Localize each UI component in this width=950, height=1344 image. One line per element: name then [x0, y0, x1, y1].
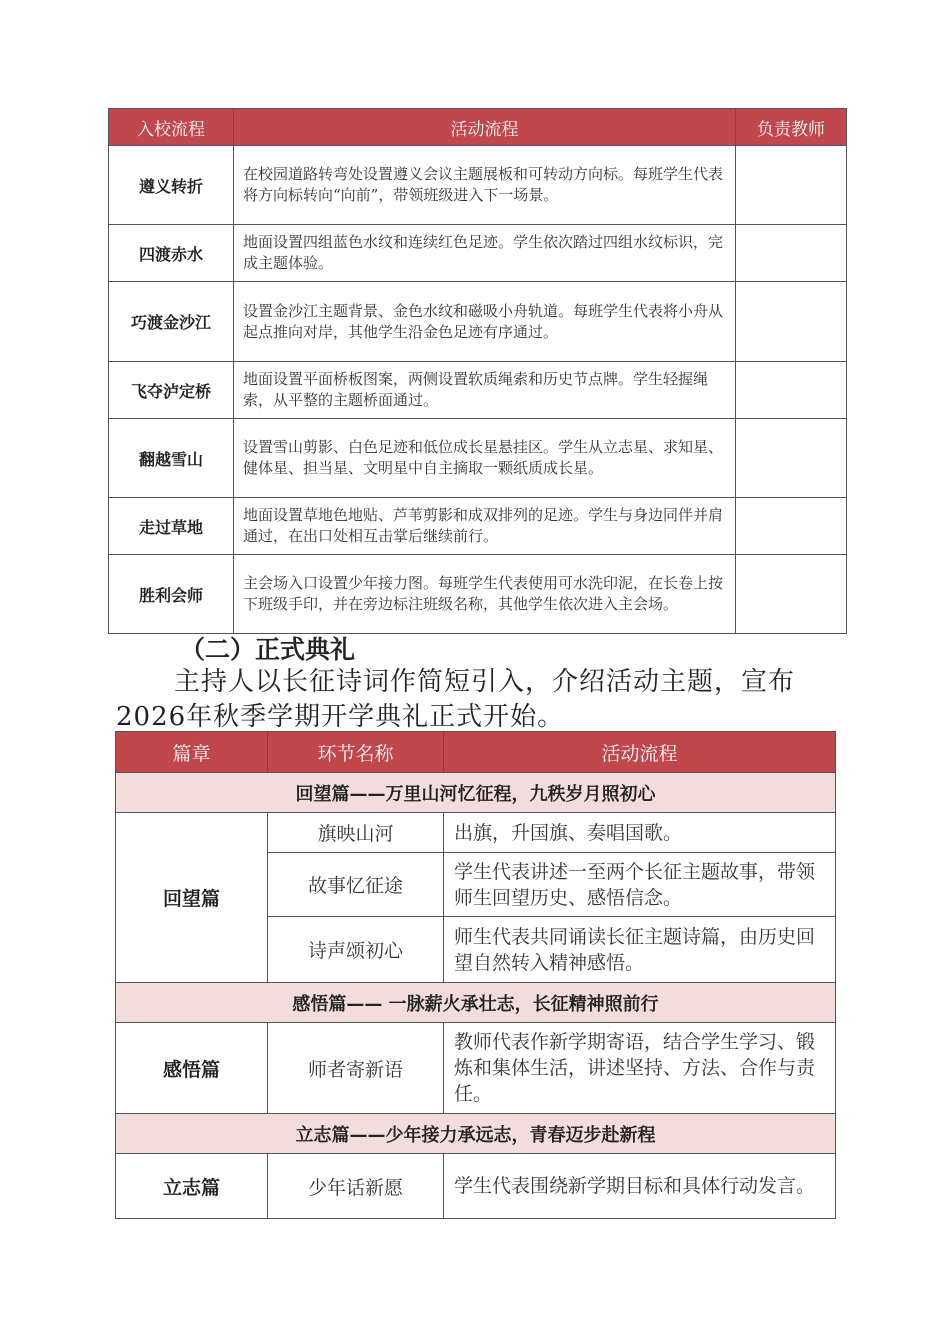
table-row [109, 419, 847, 498]
chapter-cell: 感悟篇 [116, 1023, 268, 1114]
row-desc: 设置金沙江主题背景、金色水纹和磁吸小舟轨道。每班学生代表将小舟从起点推向对岸，其他学生沿金色足迹有序通过。 [234, 282, 736, 362]
intro-paragraph: 主持人以长征诗词作简短引入，介绍活动主题，宣布2026年秋季学期开学典礼正式开始。 [116, 667, 796, 732]
section-title-row [116, 1114, 836, 1154]
section-heading: （二）正式典礼 [180, 635, 356, 664]
section-title-row [116, 773, 836, 813]
row-desc: 地面设置平面桥板图案，两侧设置软质绳索和历史节点牌。学生轻握绳索，从平整的主题桥面通过。 [234, 362, 736, 419]
table-row [116, 813, 836, 853]
section-title-row [116, 983, 836, 1023]
step-name: 旗映山河 [268, 813, 444, 853]
header-entry-process: 入校流程 [109, 109, 234, 146]
row-name: 巧渡金沙江 [109, 282, 234, 362]
row-name: 胜利会师 [109, 555, 234, 634]
row-teacher [736, 282, 847, 362]
row-name: 翻越雪山 [109, 419, 234, 498]
table-row [109, 555, 847, 634]
table-row [109, 362, 847, 419]
section-title: 回望篇——万里山河忆征程，九秩岁月照初心 [116, 773, 836, 813]
chapter-cell: 回望篇 [116, 813, 268, 983]
row-name: 走过草地 [109, 498, 234, 555]
header-activity-process: 活动流程 [234, 109, 736, 146]
table-row [109, 146, 847, 225]
step-desc: 教师代表作新学期寄语，结合学生学习、锻炼和集体生活，讲述坚持、方法、合作与责任。 [444, 1023, 836, 1114]
header-step-name: 环节名称 [268, 732, 444, 773]
row-teacher [736, 419, 847, 498]
row-name: 四渡赤水 [109, 225, 234, 282]
header-responsible-teacher: 负责教师 [736, 109, 847, 146]
table-row [109, 282, 847, 362]
chapter-cell: 立志篇 [116, 1154, 268, 1219]
row-teacher [736, 225, 847, 282]
row-desc: 主会场入口设置少年接力图。每班学生代表使用可水洗印泥，在长卷上按下班级手印，并在旁边标注班级名称，其他学生依次进入主会场。 [234, 555, 736, 634]
step-name: 故事忆征途 [268, 853, 444, 917]
table-row [116, 1154, 836, 1219]
row-name: 遵义转折 [109, 146, 234, 225]
section-title: 立志篇——少年接力承远志，青春迈步赴新程 [116, 1114, 836, 1154]
step-name: 少年话新愿 [268, 1154, 444, 1219]
row-teacher [736, 555, 847, 634]
row-desc: 地面设置四组蓝色水纹和连续红色足迹。学生依次踏过四组水纹标识，完成主题体验。 [234, 225, 736, 282]
table-row [116, 1023, 836, 1114]
row-teacher [736, 498, 847, 555]
step-desc: 师生代表共同诵读长征主题诗篇，由历史回望自然转入精神感悟。 [444, 917, 836, 983]
step-name: 诗声颂初心 [268, 917, 444, 983]
step-desc: 出旗，升国旗、奏唱国歌。 [444, 813, 836, 853]
ceremony-table [115, 731, 836, 1219]
section-title: 感悟篇—— 一脉薪火承壮志，长征精神照前行 [116, 983, 836, 1023]
table-header-row [109, 109, 847, 146]
step-desc: 学生代表围绕新学期目标和具体行动发言。 [444, 1154, 836, 1219]
step-name: 师者寄新语 [268, 1023, 444, 1114]
header-activity-process: 活动流程 [444, 732, 836, 773]
row-desc: 地面设置草地色地贴、芦苇剪影和成双排列的足迹。学生与身边同伴并肩通过，在出口处相互击掌后继续前行。 [234, 498, 736, 555]
row-desc: 设置雪山剪影、白色足迹和低位成长星悬挂区。学生从立志星、求知星、健体星、担当星、文明星中自主摘取一颗纸质成长星。 [234, 419, 736, 498]
entry-process-table [108, 108, 847, 634]
table-row [109, 498, 847, 555]
step-desc: 学生代表讲述一至两个长征主题故事，带领师生回望历史、感悟信念。 [444, 853, 836, 917]
header-chapter: 篇章 [116, 732, 268, 773]
row-name: 飞夺泸定桥 [109, 362, 234, 419]
row-desc: 在校园道路转弯处设置遵义会议主题展板和可转动方向标。每班学生代表将方向标转向“向前”，带领班级进入下一场景。 [234, 146, 736, 225]
row-teacher [736, 146, 847, 225]
row-teacher [736, 362, 847, 419]
table-header-row [116, 732, 836, 773]
table-row [109, 225, 847, 282]
